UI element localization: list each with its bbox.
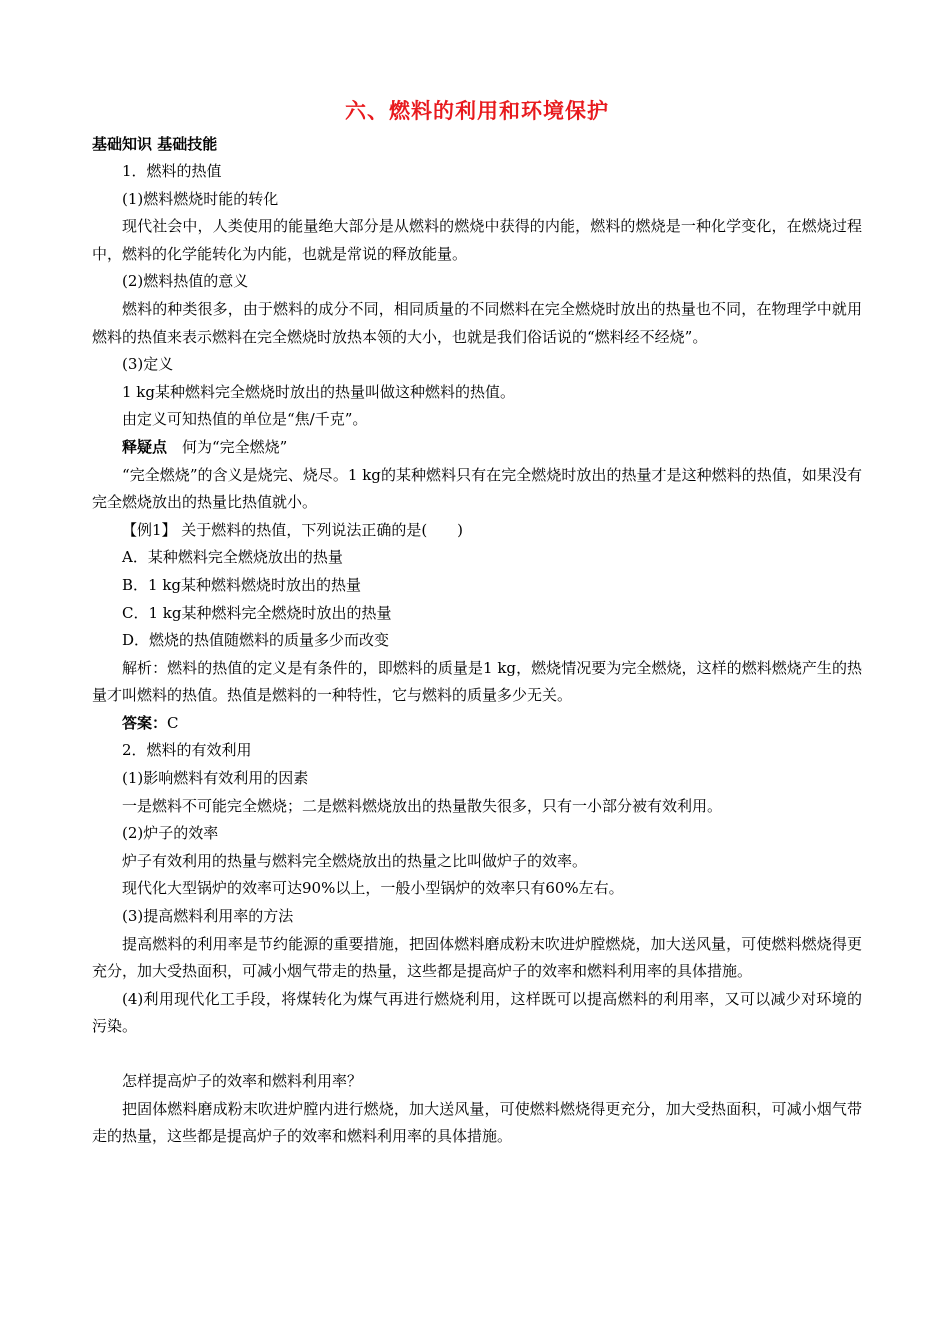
paragraph-stove-efficiency: 炉子有效利用的热量与燃料完全燃烧放出的热量之比叫做炉子的效率。: [122, 851, 588, 870]
heading-heat-value: 1．燃料的热值: [122, 162, 222, 180]
answer-label: 答案：: [122, 713, 168, 732]
qa-question: 怎样提高炉子的效率和燃料利用率？: [122, 1072, 363, 1090]
paragraph-heat-value-meaning: 燃料的种类很多，由于燃料的成分不同，相同质量的不同燃料在完全燃烧时放出的热量也不同，在物理学中就用燃料的热值来表示燃料在完全燃烧时放热本领的大小，也就是我们俗话说的“燃料经不经烧”。: [92, 299, 862, 346]
qa-answer: 把固体燃料磨成粉末吹进炉膛内进行燃烧，加大送风量，可使燃料燃烧得更充分，加大受热面积，可减小烟气带走的热量，这些都是提高炉子的效率和燃料利用率的具体措施。: [92, 1099, 862, 1146]
page-title: 六、燃料的利用和环境保护: [345, 99, 609, 123]
paragraph-unit: 由定义可知热值的单位是“焦/千克”。: [122, 410, 368, 429]
analysis-paragraph: 解析：燃料的热值的定义是有条件的，即燃料的质量是1 kg，燃烧情况要为完全燃烧，这样的燃料燃烧产生的热量才叫燃料的热值。热值是燃料的一种特性，它与燃料的质量多少无关。: [92, 658, 862, 705]
paragraph-coal-gasification: (4)利用现代化工手段，将煤转化为煤气再进行燃烧利用，这样既可以提高燃料的利用率，又可以减少对环境的污染。: [92, 989, 862, 1036]
subheading-factors: (1)影响燃料有效利用的因素: [122, 769, 309, 788]
doubt-point: [92, 434, 862, 462]
section-heading: 基础知识 基础技能: [92, 135, 218, 153]
paragraph-definition: 1 kg某种燃料完全燃烧时放出的热量叫做这种燃料的热值。: [122, 382, 516, 401]
option-b: B．1 kg某种燃料燃烧时放出的热量: [122, 575, 362, 594]
heading-effective-use: 2．燃料的有效利用: [122, 741, 252, 760]
paragraph-complete-combustion: “完全燃烧”的含义是烧完、烧尽。1 kg的某种燃料只有在完全燃烧时放出的热量才是这种燃料的热值，如果没有完全燃烧放出的热量比热值就小。: [92, 465, 862, 512]
paragraph-factors: 一是燃料不可能完全燃烧；二是燃料燃烧放出的热量散失很多，只有一小部分被有效利用。: [122, 796, 723, 815]
answer-line: [92, 710, 862, 738]
document-page: [92, 96, 862, 1151]
doubt-text: 何为“完全燃烧”: [167, 437, 288, 456]
example-question: 【例1】 关于燃料的热值，下列说法正确的是( ): [122, 520, 464, 539]
option-c: C．1 kg某种燃料完全燃烧时放出的热量: [122, 603, 392, 622]
paragraph-improvement-methods: 提高燃料的利用率是节约能源的重要措施，把固体燃料磨成粉末吹进炉膛燃烧，加大送风量，可使燃料燃烧得更充分，加大受热面积，可减小烟气带走的热量，这些都是提高炉子的效率和燃料利用率的具体措施。: [92, 934, 862, 981]
paragraph-energy-conversion: 现代社会中，人类使用的能量绝大部分是从燃料的燃烧中获得的内能，燃料的燃烧是一种化学变化，在燃烧过程中，燃料的化学能转化为内能，也就是常说的释放能量。: [92, 217, 862, 263]
subheading-stove-efficiency: (2)炉子的效率: [122, 824, 219, 843]
subheading-energy-conversion: (1)燃料燃烧时能的转化: [122, 189, 279, 208]
subheading-definition: (3)定义: [122, 355, 174, 374]
subheading-heat-value-meaning: (2)燃料热值的意义: [122, 272, 249, 291]
option-a: A．某种燃料完全燃烧放出的热量: [122, 548, 343, 567]
answer-value: C: [167, 713, 179, 732]
doubt-label: 释疑点: [122, 437, 168, 456]
spacer: [92, 1041, 862, 1068]
option-d: D．燃烧的热值随燃料的质量多少而改变: [122, 631, 390, 650]
subheading-improvement-methods: (3)提高燃料利用率的方法: [122, 907, 294, 926]
paragraph-boiler-efficiency: 现代化大型锅炉的效率可达90%以上，一般小型锅炉的效率只有60%左右。: [122, 879, 624, 898]
